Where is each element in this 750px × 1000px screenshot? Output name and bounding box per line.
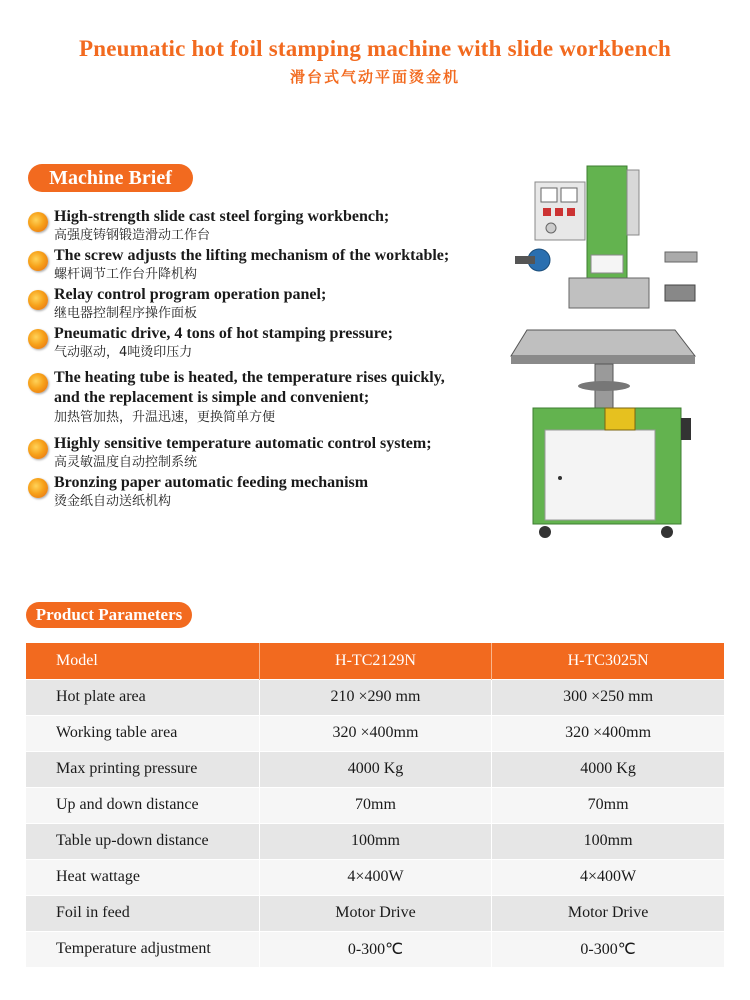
orange-bullet-icon — [28, 329, 48, 349]
table-cell: 4×400W — [259, 859, 491, 895]
table-cell: 300 ×250 mm — [492, 679, 724, 715]
table-cell: 4000 Kg — [492, 751, 724, 787]
feature-text-zh: 高灵敏温度自动控制系统 — [54, 455, 198, 470]
product-parameters-heading: Product Parameters — [26, 602, 192, 628]
page-title-zh: 滑台式气动平面烫金机 — [289, 68, 460, 86]
feature-text-zh: 继电器控制程序操作面板 — [54, 306, 198, 321]
table-cell: Temperature adjustment — [26, 931, 259, 967]
feature-text-en: Pneumatic drive, 4 tons of hot stamping pressure; — [54, 325, 393, 342]
orange-bullet-icon — [28, 251, 48, 271]
machine-brief-heading: Machine Brief — [28, 164, 193, 192]
table-cell: Max printing pressure — [26, 751, 259, 787]
table-cell: Heat wattage — [26, 859, 259, 895]
column-header: H-TC2129N — [259, 643, 491, 679]
table-row — [26, 787, 724, 823]
table-row — [26, 751, 724, 787]
feature-text-zh: 螺杆调节工作台升降机构 — [54, 267, 198, 282]
feature-text-zh: 烫金纸自动送纸机构 — [54, 494, 172, 509]
table-cell: Up and down distance — [26, 787, 259, 823]
column-header: H-TC3025N — [492, 643, 724, 679]
table-row — [26, 715, 724, 751]
orange-bullet-icon — [28, 290, 48, 310]
table-row — [26, 679, 724, 715]
feature-text-en: Highly sensitive temperature automatic control system; — [54, 435, 432, 452]
table-cell: 320 ×400mm — [492, 715, 724, 751]
table-cell: 70mm — [492, 787, 724, 823]
table-cell: Hot plate area — [26, 679, 259, 715]
feature-text-zh: 加热管加热，升温迅速，更换简单方便 — [54, 410, 276, 425]
feature-text-zh: 高强度铸钢锻造滑动工作台 — [54, 228, 211, 243]
table-row — [26, 931, 724, 967]
table-header-row — [26, 643, 724, 679]
stamping-machine-image — [505, 160, 700, 550]
parameters-table — [26, 643, 724, 967]
table-row — [26, 895, 724, 931]
feature-text-en: Relay control program operation panel; — [54, 286, 327, 303]
orange-bullet-icon — [28, 478, 48, 498]
table-cell: 4×400W — [492, 859, 724, 895]
table-cell: 0-300℃ — [259, 931, 491, 967]
feature-text-en-line2: and the replacement is simple and convenient; — [54, 389, 370, 406]
orange-bullet-icon — [28, 373, 48, 393]
table-cell: Motor Drive — [492, 895, 724, 931]
orange-bullet-icon — [28, 212, 48, 232]
feature-text-en: The screw adjusts the lifting mechanism of the worktable; — [54, 247, 450, 264]
table-cell: 210 ×290 mm — [259, 679, 491, 715]
page-title-en: Pneumatic hot foil stamping machine with slide workbench — [79, 36, 671, 61]
table-cell: 320 ×400mm — [259, 715, 491, 751]
feature-text-en: Bronzing paper automatic feeding mechanism — [54, 474, 369, 491]
feature-text-zh: 气动驱动，4吨烫印压力 — [54, 345, 193, 360]
table-cell: 100mm — [259, 823, 491, 859]
table-cell: 4000 Kg — [259, 751, 491, 787]
orange-bullet-icon — [28, 439, 48, 459]
feature-text-en-line1: The heating tube is heated, the temperature rises quickly, — [54, 369, 445, 386]
table-cell: 0-300℃ — [492, 931, 724, 967]
table-cell: Motor Drive — [259, 895, 491, 931]
table-cell: Table up-down distance — [26, 823, 259, 859]
table-cell: Working table area — [26, 715, 259, 751]
column-header: Model — [26, 643, 259, 679]
table-cell: 70mm — [259, 787, 491, 823]
table-row — [26, 859, 724, 895]
feature-text-en: High-strength slide cast steel forging workbench; — [54, 208, 390, 225]
table-cell: 100mm — [492, 823, 724, 859]
table-row — [26, 823, 724, 859]
table-cell: Foil in feed — [26, 895, 259, 931]
